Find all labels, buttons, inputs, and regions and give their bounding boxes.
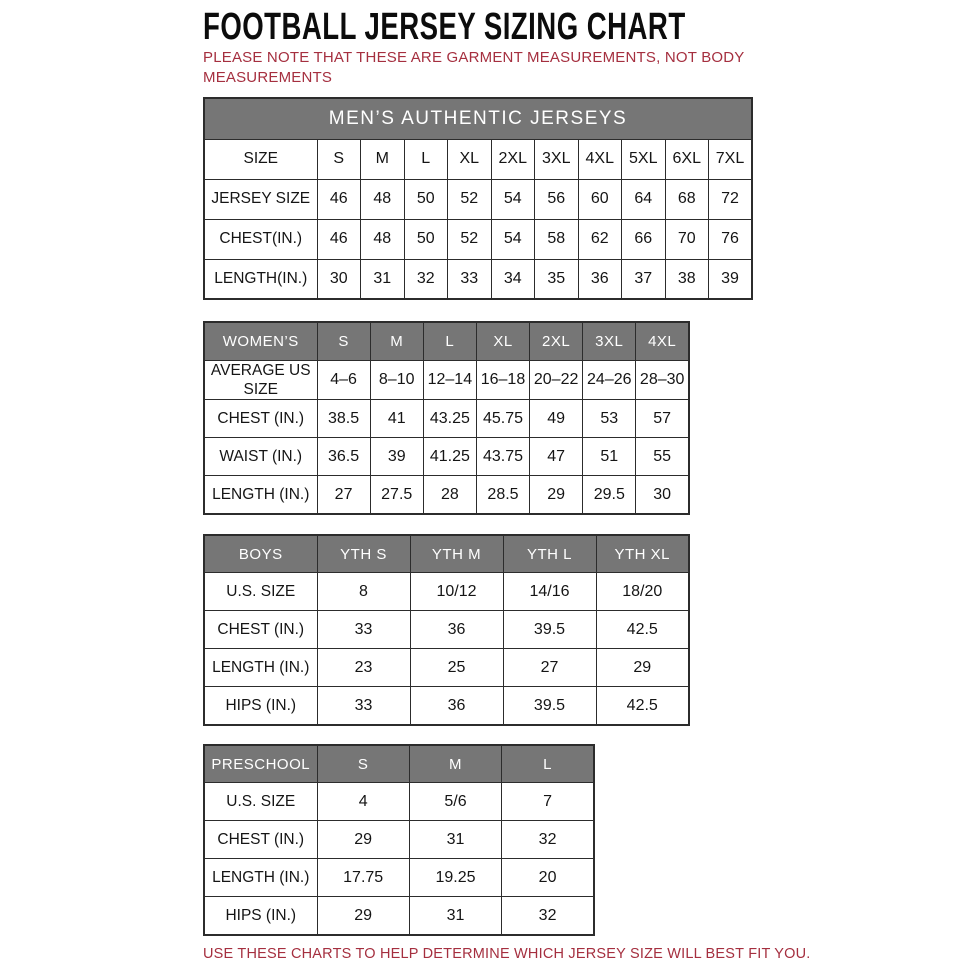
header-label-cell: WOMEN’S xyxy=(204,322,317,360)
value-cell: 34 xyxy=(491,259,535,299)
size-header-cell: 4XL xyxy=(578,139,622,179)
row-label-cell: JERSEY SIZE xyxy=(204,179,317,219)
row-label-cell: LENGTH (IN.) xyxy=(204,649,317,687)
value-cell: 36 xyxy=(578,259,622,299)
value-cell: 39 xyxy=(709,259,753,299)
value-cell: 32 xyxy=(404,259,448,299)
size-header-cell: 6XL xyxy=(665,139,709,179)
value-cell: 10/12 xyxy=(410,573,503,611)
row-label-cell: U.S. SIZE xyxy=(204,783,317,821)
value-cell: 30 xyxy=(636,476,689,514)
value-cell: 52 xyxy=(448,219,492,259)
value-cell: 42.5 xyxy=(596,687,689,725)
value-cell: 23 xyxy=(317,649,410,687)
value-cell: 7 xyxy=(502,783,594,821)
value-cell: 50 xyxy=(404,219,448,259)
size-header-cell: S xyxy=(317,322,370,360)
row-label-cell: CHEST (IN.) xyxy=(204,400,317,438)
value-cell: 36 xyxy=(410,687,503,725)
value-cell: 28–30 xyxy=(636,360,689,400)
value-cell: 64 xyxy=(622,179,666,219)
value-cell: 25 xyxy=(410,649,503,687)
value-cell: 33 xyxy=(317,611,410,649)
table-banner: MEN’S AUTHENTIC JERSEYS xyxy=(204,98,752,139)
page-title: FOOTBALL JERSEY SIZING CHART xyxy=(203,6,686,48)
value-cell: 56 xyxy=(535,179,579,219)
row-label-cell: CHEST(IN.) xyxy=(204,219,317,259)
value-cell: 38.5 xyxy=(317,400,370,438)
value-cell: 31 xyxy=(409,897,501,935)
value-cell: 60 xyxy=(578,179,622,219)
value-cell: 33 xyxy=(317,687,410,725)
value-cell: 76 xyxy=(709,219,753,259)
value-cell: 58 xyxy=(535,219,579,259)
value-cell: 72 xyxy=(709,179,753,219)
value-cell: 28.5 xyxy=(476,476,529,514)
size-header-cell: L xyxy=(502,745,594,783)
header-label-cell: BOYS xyxy=(204,535,317,573)
table-row xyxy=(204,783,594,821)
value-cell: 29.5 xyxy=(583,476,636,514)
table-row xyxy=(204,821,594,859)
value-cell: 19.25 xyxy=(409,859,501,897)
table-row xyxy=(204,179,752,219)
value-cell: 41.25 xyxy=(423,438,476,476)
value-cell: 20 xyxy=(502,859,594,897)
size-header-cell: S xyxy=(317,745,409,783)
size-header-cell: S xyxy=(317,139,361,179)
row-label-cell: HIPS (IN.) xyxy=(204,687,317,725)
value-cell: 37 xyxy=(622,259,666,299)
size-header-cell: 5XL xyxy=(622,139,666,179)
table-row xyxy=(204,400,689,438)
value-cell: 20–22 xyxy=(530,360,583,400)
value-cell: 27.5 xyxy=(370,476,423,514)
row-label-cell: U.S. SIZE xyxy=(204,573,317,611)
size-header-cell: YTH S xyxy=(317,535,410,573)
size-header-cell: M xyxy=(370,322,423,360)
value-cell: 50 xyxy=(404,179,448,219)
size-header-cell: XL xyxy=(476,322,529,360)
value-cell: 8–10 xyxy=(370,360,423,400)
size-header-cell: L xyxy=(404,139,448,179)
value-cell: 36 xyxy=(410,611,503,649)
value-cell: 47 xyxy=(530,438,583,476)
value-cell: 39.5 xyxy=(503,611,596,649)
table-row xyxy=(204,611,689,649)
size-header-cell: M xyxy=(361,139,405,179)
value-cell: 43.25 xyxy=(423,400,476,438)
table-preschool xyxy=(203,744,595,936)
value-cell: 36.5 xyxy=(317,438,370,476)
value-cell: 66 xyxy=(622,219,666,259)
row-label-cell: LENGTH (IN.) xyxy=(204,859,317,897)
size-header-cell: L xyxy=(423,322,476,360)
value-cell: 51 xyxy=(583,438,636,476)
value-cell: 43.75 xyxy=(476,438,529,476)
value-cell: 53 xyxy=(583,400,636,438)
table-row xyxy=(204,687,689,725)
table-row xyxy=(204,859,594,897)
value-cell: 24–26 xyxy=(583,360,636,400)
size-header-cell: YTH XL xyxy=(596,535,689,573)
garment-measurement-note: PLEASE NOTE THAT THESE ARE GARMENT MEASUREMENTS, NOT BODY MEASUREMENTS xyxy=(203,49,745,86)
row-label-cell: LENGTH (IN.) xyxy=(204,476,317,514)
value-cell: 49 xyxy=(530,400,583,438)
value-cell: 32 xyxy=(502,821,594,859)
value-cell: 45.75 xyxy=(476,400,529,438)
value-cell: 39 xyxy=(370,438,423,476)
value-cell: 29 xyxy=(317,821,409,859)
size-header-cell: 3XL xyxy=(583,322,636,360)
value-cell: 57 xyxy=(636,400,689,438)
value-cell: 38 xyxy=(665,259,709,299)
size-header-cell: 3XL xyxy=(535,139,579,179)
value-cell: 52 xyxy=(448,179,492,219)
value-cell: 46 xyxy=(317,219,361,259)
size-header-cell: YTH L xyxy=(503,535,596,573)
value-cell: 48 xyxy=(361,219,405,259)
value-cell: 62 xyxy=(578,219,622,259)
value-cell: 17.75 xyxy=(317,859,409,897)
value-cell: 29 xyxy=(530,476,583,514)
value-cell: 68 xyxy=(665,179,709,219)
value-cell: 30 xyxy=(317,259,361,299)
table-row xyxy=(204,649,689,687)
table-row xyxy=(204,219,752,259)
size-header-cell: 4XL xyxy=(636,322,689,360)
row-label-cell: LENGTH(IN.) xyxy=(204,259,317,299)
table-row xyxy=(204,476,689,514)
value-cell: 27 xyxy=(317,476,370,514)
header-label-cell: SIZE xyxy=(204,139,317,179)
value-cell: 33 xyxy=(448,259,492,299)
value-cell: 28 xyxy=(423,476,476,514)
value-cell: 16–18 xyxy=(476,360,529,400)
value-cell: 29 xyxy=(596,649,689,687)
size-header-cell: 2XL xyxy=(530,322,583,360)
value-cell: 14/16 xyxy=(503,573,596,611)
size-header-cell: M xyxy=(409,745,501,783)
header-label-cell: PRESCHOOL xyxy=(204,745,317,783)
value-cell: 12–14 xyxy=(423,360,476,400)
table-row xyxy=(204,259,752,299)
size-header-cell: XL xyxy=(448,139,492,179)
value-cell: 70 xyxy=(665,219,709,259)
value-cell: 39.5 xyxy=(503,687,596,725)
table-row xyxy=(204,573,689,611)
table-mens-authentic xyxy=(203,97,753,300)
footer-fit-note: USE THESE CHARTS TO HELP DETERMINE WHICH JERSEY SIZE WILL BEST FIT YOU. xyxy=(203,945,811,962)
size-header-cell: 7XL xyxy=(709,139,753,179)
value-cell: 54 xyxy=(491,219,535,259)
value-cell: 29 xyxy=(317,897,409,935)
row-label-cell: HIPS (IN.) xyxy=(204,897,317,935)
table-womens xyxy=(203,321,690,515)
value-cell: 46 xyxy=(317,179,361,219)
size-header-cell: YTH M xyxy=(410,535,503,573)
value-cell: 31 xyxy=(409,821,501,859)
value-cell: 8 xyxy=(317,573,410,611)
row-label-cell: CHEST (IN.) xyxy=(204,821,317,859)
value-cell: 5/6 xyxy=(409,783,501,821)
value-cell: 18/20 xyxy=(596,573,689,611)
value-cell: 48 xyxy=(361,179,405,219)
value-cell: 32 xyxy=(502,897,594,935)
row-label-cell: WAIST (IN.) xyxy=(204,438,317,476)
value-cell: 54 xyxy=(491,179,535,219)
value-cell: 42.5 xyxy=(596,611,689,649)
table-row xyxy=(204,360,689,400)
size-header-cell: 2XL xyxy=(491,139,535,179)
value-cell: 4–6 xyxy=(317,360,370,400)
row-label-cell: CHEST (IN.) xyxy=(204,611,317,649)
value-cell: 35 xyxy=(535,259,579,299)
table-boys xyxy=(203,534,690,726)
value-cell: 31 xyxy=(361,259,405,299)
table-row xyxy=(204,897,594,935)
value-cell: 55 xyxy=(636,438,689,476)
row-label-cell: AVERAGE US SIZE xyxy=(204,360,317,400)
value-cell: 41 xyxy=(370,400,423,438)
value-cell: 4 xyxy=(317,783,409,821)
sizing-tables xyxy=(203,97,960,936)
value-cell: 27 xyxy=(503,649,596,687)
table-row xyxy=(204,438,689,476)
